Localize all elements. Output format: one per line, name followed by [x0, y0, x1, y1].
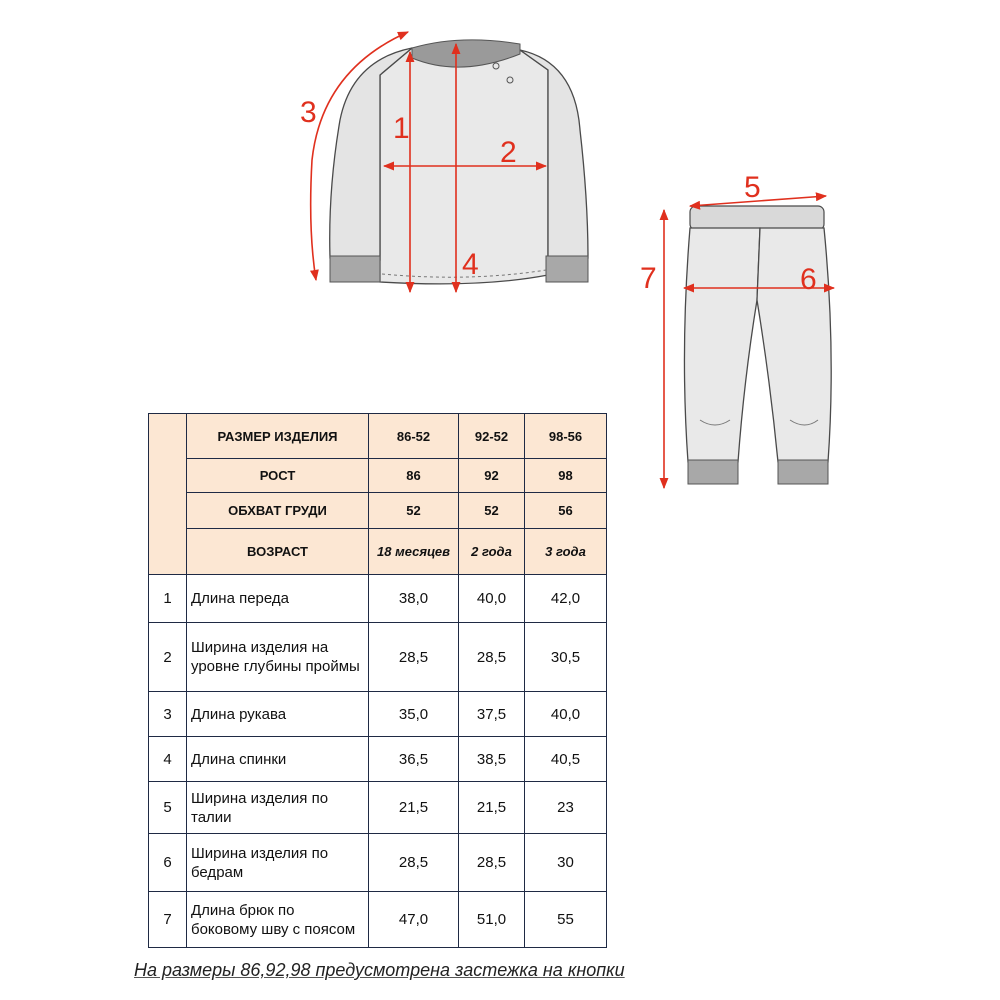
header-value: 86-52: [369, 414, 459, 459]
table-row: [149, 834, 607, 892]
header-value: 92-52: [459, 414, 525, 459]
header-value: 2 года: [459, 529, 525, 575]
pants-left-leg: [684, 228, 760, 462]
shirt-right-cuff: [546, 256, 588, 282]
header-value: 98: [525, 459, 607, 493]
row-value: 55: [525, 892, 607, 948]
row-value: 40,5: [525, 737, 607, 782]
row-description: Длина спинки: [187, 737, 369, 782]
row-value: 28,5: [459, 623, 525, 692]
pants-waistband: [690, 206, 824, 230]
header-label: ОБХВАТ ГРУДИ: [187, 493, 369, 529]
row-description: Ширина изделия по талии: [187, 782, 369, 834]
header-blank-cell: [149, 414, 187, 575]
table-row: [149, 623, 607, 692]
row-value: 36,5: [369, 737, 459, 782]
table-row: [149, 575, 607, 623]
header-row-height: [149, 459, 607, 493]
header-row-chest: [149, 493, 607, 529]
header-label: РАЗМЕР ИЗДЕЛИЯ: [187, 414, 369, 459]
measure-4-label: 4: [462, 248, 479, 281]
row-number: 3: [149, 692, 187, 737]
row-value: 47,0: [369, 892, 459, 948]
row-value: 30,5: [525, 623, 607, 692]
pants-right-cuff: [778, 460, 828, 484]
row-description: Ширина изделия на уровне глубины проймы: [187, 623, 369, 692]
row-value: 40,0: [459, 575, 525, 623]
row-value: 28,5: [369, 623, 459, 692]
row-value: 51,0: [459, 892, 525, 948]
row-value: 21,5: [459, 782, 525, 834]
header-value: 3 года: [525, 529, 607, 575]
row-number: 5: [149, 782, 187, 834]
pants-sketch: [664, 196, 834, 488]
row-value: 38,5: [459, 737, 525, 782]
header-value: 52: [459, 493, 525, 529]
row-value: 37,5: [459, 692, 525, 737]
footnote: На размеры 86,92,98 предусмотрена застежка на кнопки: [134, 960, 625, 980]
header-value: 86: [369, 459, 459, 493]
pants-right-leg: [757, 228, 831, 462]
row-value: 21,5: [369, 782, 459, 834]
table-row: [149, 892, 607, 948]
measure-5-label: 5: [744, 171, 761, 204]
row-description: Длина рукава: [187, 692, 369, 737]
row-number: 2: [149, 623, 187, 692]
header-value: 18 месяцев: [369, 529, 459, 575]
row-value: 38,0: [369, 575, 459, 623]
row-value: 40,0: [525, 692, 607, 737]
measure-6-label: 6: [800, 263, 817, 296]
header-row-size: [149, 414, 607, 459]
row-value: 42,0: [525, 575, 607, 623]
row-number: 7: [149, 892, 187, 948]
header-value: 92: [459, 459, 525, 493]
shirt-sketch: [311, 32, 588, 292]
table-row: [149, 692, 607, 737]
header-row-age: [149, 529, 607, 575]
measure-1-label: 1: [393, 112, 410, 145]
header-value: 52: [369, 493, 459, 529]
measure-3-label: 3: [300, 96, 317, 129]
measure-7-label: 7: [640, 262, 657, 295]
row-description: Длина брюк по боковому шву с поясом: [187, 892, 369, 948]
table-row: [149, 737, 607, 782]
header-value: 56: [525, 493, 607, 529]
header-label: РОСТ: [187, 459, 369, 493]
size-table: [148, 413, 607, 948]
header-value: 98-56: [525, 414, 607, 459]
row-number: 1: [149, 575, 187, 623]
row-value: 28,5: [459, 834, 525, 892]
row-value: 35,0: [369, 692, 459, 737]
row-number: 6: [149, 834, 187, 892]
row-value: 28,5: [369, 834, 459, 892]
row-description: Длина переда: [187, 575, 369, 623]
row-value: 30: [525, 834, 607, 892]
row-value: 23: [525, 782, 607, 834]
header-label: ВОЗРАСТ: [187, 529, 369, 575]
measure-2-label: 2: [500, 136, 517, 169]
shirt-left-cuff: [330, 256, 380, 282]
table-row: [149, 782, 607, 834]
row-description: Ширина изделия по бедрам: [187, 834, 369, 892]
row-number: 4: [149, 737, 187, 782]
pants-left-cuff: [688, 460, 738, 484]
